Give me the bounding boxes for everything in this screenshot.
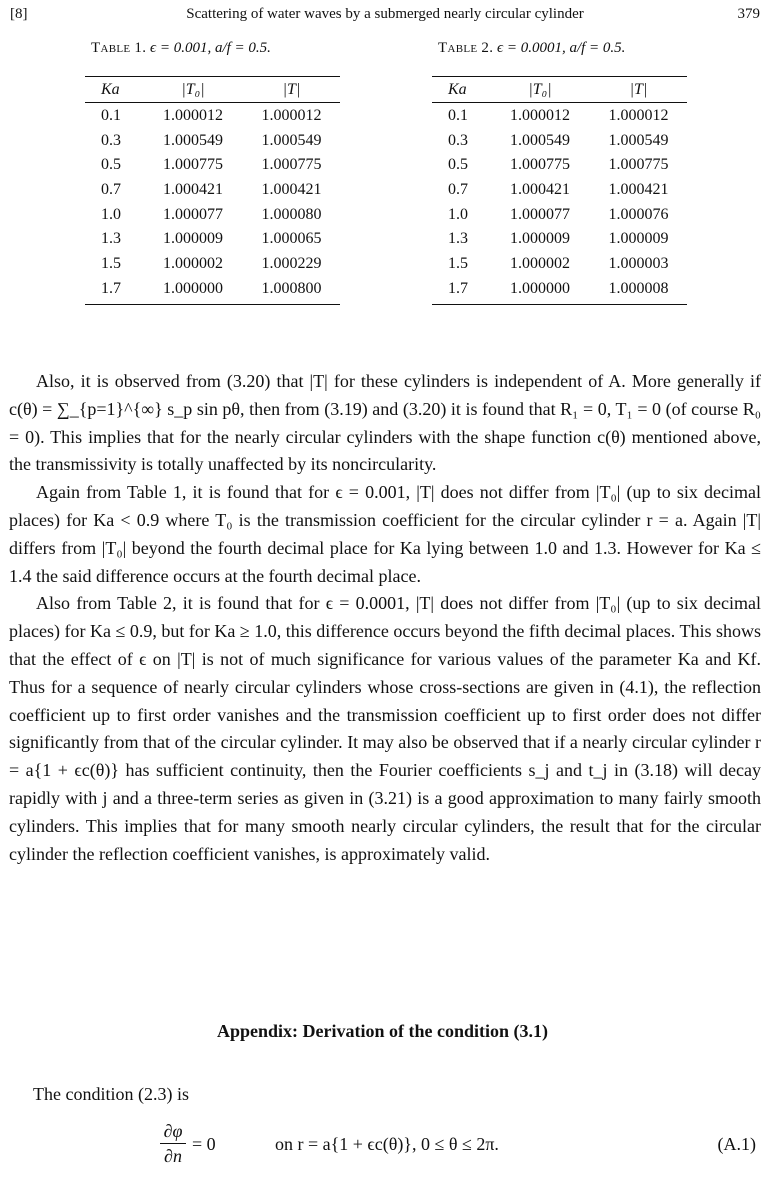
table-cell: 1.000000: [163, 279, 223, 297]
table-cell: 1.000009: [163, 230, 223, 248]
table-row: [432, 203, 687, 228]
table-cell: 1.000549: [261, 131, 322, 149]
paragraph-2: Again from Table 1, it is found that for ϵ = 0.001, |T| does not differ from |T₀| (up to six decimal places) for Ka < 0.9 where T₀ is the transmission coefficient for the circular cylinder r = a. Again |T| differs from |T₀| beyond the fourth decimal place for Ka lying between 1.0 and 1.3. However for Ka ≤ 1.4 the said difference occurs at the fourth decimal place.: [9, 482, 761, 586]
table-cell: 1.7: [448, 279, 468, 297]
table-2: [432, 40, 687, 305]
table-2-label: Table 2.: [438, 40, 494, 56]
table-cell: 0.5: [101, 156, 121, 174]
table-row: [432, 178, 687, 203]
table-cell: 1.0: [448, 205, 468, 223]
partial-derivative-fraction: [160, 1120, 186, 1167]
table-cell: 1.000421: [163, 181, 223, 199]
table-cell: 0.7: [101, 181, 121, 199]
table-cell: 1.000008: [608, 279, 669, 297]
fraction-denominator: ∂n: [164, 1146, 182, 1166]
running-header: [10, 6, 760, 28]
table-cell: 1.000421: [261, 181, 322, 199]
fraction-bar: [160, 1143, 186, 1144]
table-cell: 1.000076: [608, 205, 669, 223]
table-cell: 0.5: [448, 156, 468, 174]
table-cell: 1.000549: [510, 131, 570, 149]
table-row: [432, 252, 687, 277]
paragraph-1: Also, it is observed from (3.20) that |T| for these cylinders is independent of A. More generally if c(θ) = ∑_{p=1}^{∞} s_p sin pθ, then from (3.19) and (3.20) it is found that R₁ = 0, T₁ = 0 (of course R₀ = 0). This implies that for the nearly circular cylinders with the shape function c(θ) mentioned above, the transmissivity is totally unaffected by its noncircularity.: [9, 371, 761, 475]
table-cell: 1.5: [448, 255, 468, 273]
table-row: [85, 153, 340, 178]
table-1-body: [85, 103, 340, 304]
table-cell: 0.1: [448, 107, 468, 124]
table-cell: 1.3: [101, 230, 121, 248]
table-1-caption: [91, 40, 340, 57]
table-cell: 1.000800: [261, 279, 322, 297]
table-cell: 1.0: [101, 205, 121, 223]
table-cell: 0.3: [101, 131, 121, 149]
equation-condition: on r = a{1 + ϵc(θ)}, 0 ≤ θ ≤ 2π.: [275, 1134, 499, 1154]
table-cell: 1.000012: [510, 107, 570, 124]
table-cell: 1.000002: [163, 255, 223, 273]
table-row: [85, 277, 340, 302]
table-cell: 0.1: [101, 107, 121, 124]
column-header: |T₀|: [181, 81, 205, 98]
table-cell: 1.000775: [261, 156, 322, 174]
table-row: [85, 178, 340, 203]
table-2-params: ϵ = 0.0001, a/f = 0.5.: [497, 40, 626, 56]
table-cell: 1.000775: [163, 156, 223, 174]
running-title: Scattering of water waves by a submerged nearly circular cylinder: [186, 6, 584, 22]
table-2-caption: [438, 40, 687, 57]
column-header: Ka: [101, 81, 120, 98]
table-cell: 1.000421: [608, 181, 669, 199]
page-number: 379: [737, 6, 760, 22]
table-cell: 1.000080: [261, 205, 322, 223]
table-1-bottom-rule: [85, 304, 340, 305]
table-cell: 1.000012: [163, 107, 223, 124]
table-1-label: Table 1.: [91, 40, 147, 56]
table-cell: 1.3: [448, 230, 468, 248]
table-cell: 1.000012: [608, 107, 669, 124]
table-cell: 1.7: [101, 279, 121, 297]
table-1-header-row: [85, 77, 340, 102]
paragraph-3: Also from Table 2, it is found that for ϵ = 0.0001, |T| does not differ from |T₀| (up to six decimal places) for Ka ≤ 0.9, but for Ka ≥ 1.0, this difference occurs beyond the fifth decimal places. This shows that the effect of ϵ on |T| is not of much significance for various values of the parameter Ka and Kf. Thus for a sequence of nearly circular cylinders whose cross-sections are given in (4.1), the reflection coefficient up to first order vanishes and the transmission coefficient up to first order does not differ significantly from that of the circular cylinder. It may also be observed that if a nearly circular cylinder r = a{1 + ϵc(θ)} has sufficient continuity, then the Fourier coefficients s_j and t_j in (3.18) will decay rapidly with j and a three-term series as given in (3.21) is a good approximation to many fairly smooth cylinders. This implies that for many smooth nearly circular cylinders, the result that for the circular cylinder the reflection coefficient vanishes, is approximately valid.: [9, 593, 761, 864]
section-number: [8]: [10, 6, 28, 22]
table-1-params: ϵ = 0.001, a/f = 0.5.: [150, 40, 271, 56]
table-row: [85, 252, 340, 277]
column-header: |T|: [629, 81, 648, 98]
table-cell: 1.000002: [510, 255, 570, 273]
table-row: [432, 153, 687, 178]
table-cell: 1.000077: [163, 205, 223, 223]
table-cell: 1.000229: [261, 255, 322, 273]
table-row: [432, 277, 687, 302]
appendix-heading: Appendix: Derivation of the condition (3.1): [216, 1021, 548, 1041]
table-cell: 1.000549: [163, 131, 223, 149]
appendix-intro: The condition (2.3) is: [33, 1084, 189, 1104]
table-1: [85, 40, 340, 305]
table-cell: 0.3: [448, 131, 468, 149]
table-row: [432, 104, 687, 129]
table-row: [432, 129, 687, 154]
table-cell: 1.000549: [608, 131, 669, 149]
fraction-numerator: ∂φ: [163, 1121, 183, 1141]
equation-a1: [160, 1120, 760, 1176]
equation-label: (A.1): [717, 1134, 756, 1154]
table-row: [432, 227, 687, 252]
equation-rhs: = 0: [192, 1134, 216, 1154]
table-cell: 1.000775: [510, 156, 570, 174]
column-header: Ka: [448, 81, 467, 98]
table-row: [85, 203, 340, 228]
table-cell: 1.000775: [608, 156, 669, 174]
table-cell: 1.000012: [261, 107, 322, 124]
table-2-bottom-rule: [432, 304, 687, 305]
table-cell: 0.7: [448, 181, 468, 199]
table-row: [85, 227, 340, 252]
column-header: |T|: [282, 81, 301, 98]
table-cell: 1.5: [101, 255, 121, 273]
table-cell: 1.000077: [510, 205, 570, 223]
table-cell: 1.000065: [261, 230, 322, 248]
table-2-header-row: [432, 77, 687, 102]
table-cell: 1.000009: [608, 230, 669, 248]
body-text: [9, 368, 761, 868]
table-cell: 1.000003: [608, 255, 669, 273]
table-cell: 1.000009: [510, 230, 570, 248]
table-row: [85, 104, 340, 129]
column-header: |T₀|: [528, 81, 552, 98]
table-cell: 1.000421: [510, 181, 570, 199]
table-cell: 1.000000: [510, 279, 570, 297]
table-2-body: [432, 103, 687, 304]
table-row: [85, 129, 340, 154]
